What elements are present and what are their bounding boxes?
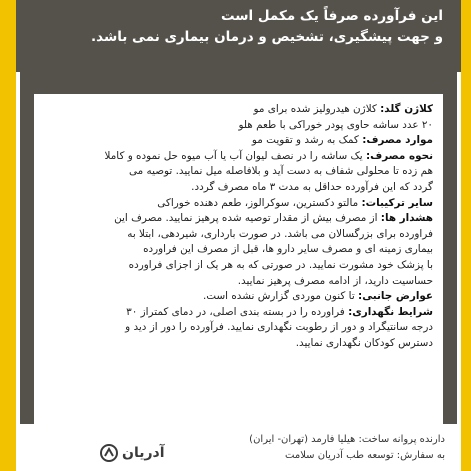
section-heading: نحوه مصرف: bbox=[365, 149, 433, 162]
manufacturer-info bbox=[249, 432, 445, 464]
section-text: از مصرف بیش از مقدار توصیه شده پرهیز نمایید. مصرف این bbox=[114, 212, 381, 225]
description-line bbox=[44, 227, 433, 243]
section-text: کلاژن هیدرولیز شده برای مو bbox=[253, 103, 381, 115]
section-heading: کلاژن گلد: bbox=[380, 103, 433, 115]
section-heading: هشدار ها: bbox=[380, 212, 433, 225]
disclaimer-line-2: و جهت پیشگیری، تشخیص و درمان بیماری نمی باشد. bbox=[91, 29, 443, 45]
brand-logo-text: آدریان bbox=[122, 445, 165, 461]
description-panel bbox=[34, 94, 443, 426]
description-line bbox=[44, 242, 433, 258]
yellow-left-stripe bbox=[0, 0, 16, 471]
section-text: ۲۰ عدد ساشه حاوی پودر خوراکی با طعم هلو bbox=[238, 118, 433, 131]
section-text: تا کنون موردی گزارش نشده است. bbox=[202, 290, 359, 303]
ordered-by: به سفارش: توسعه طب آدریان سلامت bbox=[285, 450, 445, 461]
section-text: بیماری زمینه ای و مصرف سایر دارو ها، قبل از مصرف این فراورده bbox=[143, 243, 433, 256]
description-line bbox=[44, 258, 433, 274]
description-line bbox=[44, 211, 433, 227]
yellow-right-stripe bbox=[461, 0, 471, 471]
section-heading: موارد مصرف: bbox=[362, 134, 433, 147]
section-text: کمک به رشد و تقویت مو bbox=[251, 134, 363, 147]
description-line bbox=[44, 180, 433, 196]
section-text: گردد که این فرآورده حداقل به مدت ۳ ماه مصرف گردد. bbox=[191, 180, 433, 193]
description-line bbox=[44, 102, 433, 118]
section-heading: سایر ترکیبات: bbox=[361, 196, 433, 209]
footer bbox=[16, 424, 461, 471]
description-line bbox=[44, 320, 433, 336]
license-holder: دارنده پروانه ساخت: هیلیا فارمد (تهران- ایران) bbox=[249, 434, 445, 445]
description-line bbox=[44, 133, 433, 149]
brand-logo bbox=[100, 444, 165, 462]
description-line bbox=[44, 274, 433, 290]
description-line bbox=[44, 118, 433, 134]
section-heading: عوارض جانبی: bbox=[358, 290, 433, 303]
section-text: با پزشک خود مشورت نمایید. در صورتی که به هر یک از اجزای فراورده bbox=[128, 258, 433, 271]
description-line bbox=[44, 149, 433, 165]
brand-logo-icon bbox=[100, 444, 118, 462]
description-line bbox=[44, 164, 433, 180]
dark-panel bbox=[20, 72, 457, 429]
description-line bbox=[44, 305, 433, 321]
disclaimer-line-1: این فرآورده صرفاً یک مکمل است bbox=[220, 8, 443, 24]
description-line bbox=[44, 289, 433, 305]
section-text: فراورده برای بزرگسالان می باشد. در صورت بارداری، شیردهی، ابتلا به bbox=[127, 227, 433, 240]
section-text: فراورده را در بسته بندی اصلی، در دمای کمتراز ۳۰ bbox=[126, 305, 349, 318]
section-text: یک ساشه را در نصف لیوان آب یا آب میوه حل نموده و کاملا bbox=[104, 149, 366, 162]
description-line bbox=[44, 196, 433, 212]
disclaimer-header bbox=[16, 0, 461, 72]
section-text: حساسیت دارید، از ادامه مصرف پرهیز نمایید. bbox=[237, 274, 433, 287]
label-box bbox=[16, 72, 461, 471]
description-line bbox=[44, 336, 433, 352]
section-heading: شرایط نگهداری: bbox=[348, 305, 433, 318]
section-text: مالتو دکسترین، سوکرالوز، طعم دهنده خوراکی bbox=[157, 196, 362, 209]
section-text: دسترس کودکان نگهداری نمایید. bbox=[295, 336, 433, 349]
section-text: هم زده تا محلولی شفاف به دست آید و بلافاصله میل نمایید. توصیه می bbox=[128, 165, 433, 178]
section-text: درجه سانتیگراد و دور از رطوبت نگهداری نمایید. فرآورده را دور از دید و bbox=[125, 321, 433, 334]
